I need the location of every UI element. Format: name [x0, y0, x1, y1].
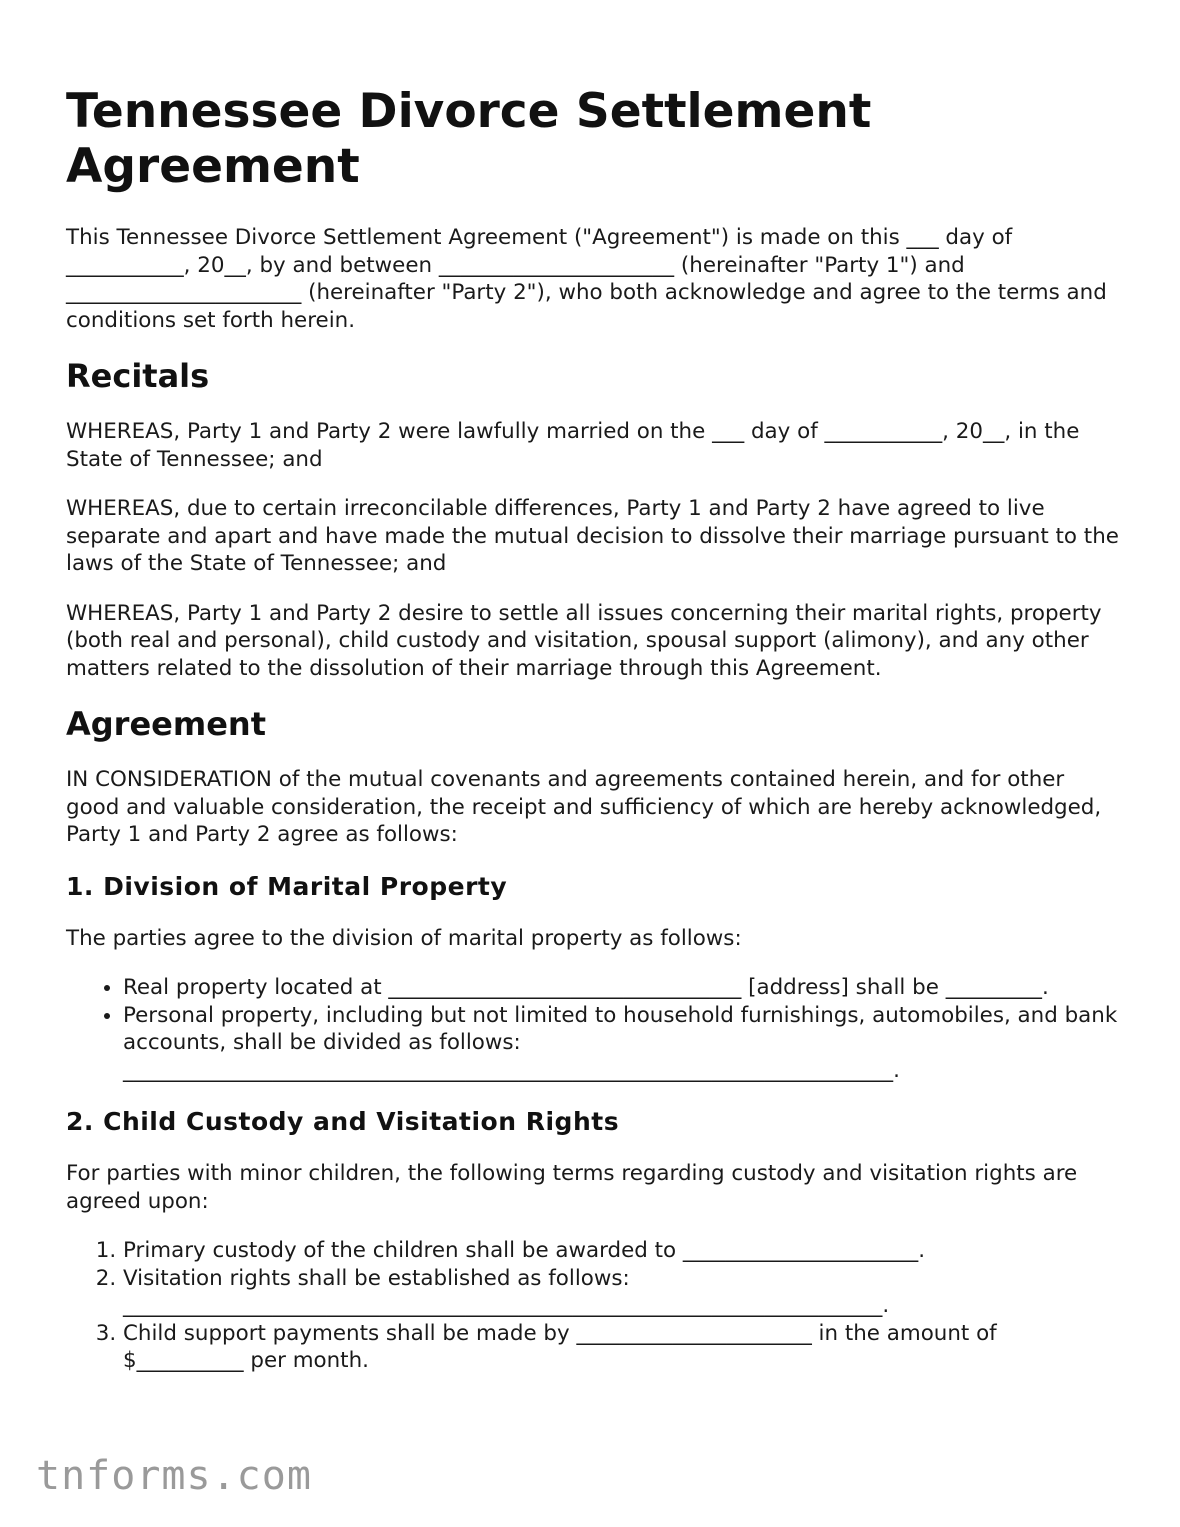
recitals-heading: Recitals	[66, 357, 210, 395]
recital-paragraph: WHEREAS, Party 1 and Party 2 were lawfully married on the ___ day of ___________, 20__, in the State of Tennessee; and	[66, 419, 1080, 472]
watermark: tnforms.com	[36, 1453, 312, 1499]
document-page	[66, 84, 1122, 1397]
agreement-heading: Agreement	[66, 705, 266, 743]
list-item: • Personal property, including but not limited to household furnishings, automobiles, and bank accounts, shall be divided as follows: ________________________________________________________________________.	[123, 1002, 1122, 1085]
agreement-intro: IN CONSIDERATION of the mutual covenants and agreements contained herein, and for other good and valuable consideration, the receipt and sufficiency of which are hereby acknowledged, Party 1 and Party 2 agree as follows:	[66, 767, 1102, 847]
custody-list	[66, 1237, 1122, 1375]
recital-paragraph: WHEREAS, Party 1 and Party 2 desire to settle all issues concerning their marital rights, property (both real and personal), child custody and visitation, spousal support (alimony), and any other matters related to the dissolution of their marriage through this Agreement.	[66, 600, 1102, 681]
list-item: 1. Primary custody of the children shall be awarded to ______________________.	[123, 1237, 1122, 1265]
intro-paragraph: This Tennessee Divorce Settlement Agreement ("Agreement") is made on this ___ day of ___________, 20__, by and between ______________________ (hereinafter "Party 1") and ______________________ (hereinafter "Party 2"), who both acknowledge and agree to the terms and conditions set forth herein.	[66, 225, 1107, 333]
list-item: 2. Visitation rights shall be established as follows: _______________________________________________________________________.	[123, 1265, 1122, 1320]
list-item: 3. Child support payments shall be made by ______________________ in the amount of $__________ per month.	[123, 1320, 1122, 1375]
section-2-heading: 2. Child Custody and Visitation Rights	[66, 1107, 620, 1136]
recital-paragraph: WHEREAS, due to certain irreconcilable differences, Party 1 and Party 2 have agreed to live separate and apart and have made the mutual decision to dissolve their marriage pursuant to the laws of the State of Tennessee; and	[66, 496, 1119, 576]
list-item: • Real property located at _________________________________ [address] shall be _________.	[123, 974, 1122, 1002]
page-title: Tennessee Divorce Settlement Agreement	[66, 84, 872, 194]
section-1-intro: The parties agree to the division of marital property as follows:	[66, 925, 742, 951]
property-list	[66, 974, 1122, 1084]
section-2-intro: For parties with minor children, the following terms regarding custody and visitation rights are agreed upon:	[66, 1161, 1078, 1214]
section-1-heading: 1. Division of Marital Property	[66, 871, 508, 901]
